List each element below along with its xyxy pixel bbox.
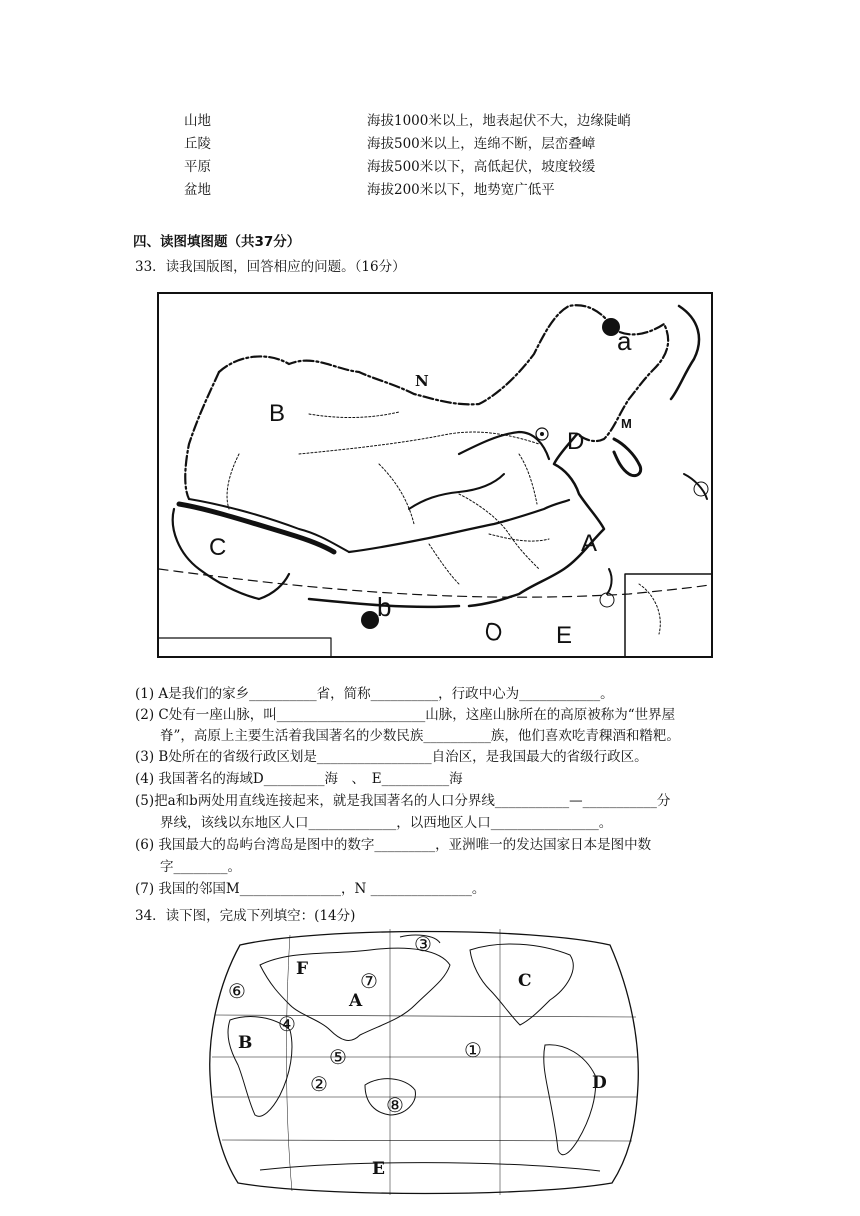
landform-desc: 海拔200米以下，地势宽广低平 — [367, 182, 555, 198]
landform-term: 丘陵 — [184, 136, 211, 152]
q33-item-5: (5)把a和b两处用直线连接起来，就是我国著名的人口分界线___________—___________分 — [135, 793, 671, 809]
landform-desc: 海拔1000米以上，地表起伏不大，边缘陡峭 — [367, 113, 631, 129]
map-label-C: C — [209, 534, 227, 561]
q33-item-6-cont: 字________。 — [160, 859, 241, 875]
q33-item-2: (2) C处有一座山脉，叫______________________山脉，这座山脉所在的高原被称为“世界屋 — [135, 707, 676, 723]
map-label-a: a — [617, 326, 632, 356]
world-label-1: ① — [464, 1038, 482, 1062]
landform-desc: 海拔500米以上，连绵不断，层峦叠嶂 — [367, 136, 596, 152]
q33-item-3: (3) B处所在的省级行政区划是_________________自治区，是我国最大的省级行政区。 — [135, 749, 648, 765]
china-map — [157, 292, 713, 658]
world-map — [200, 925, 650, 1195]
section-title: 四、读图填图题（共37分） — [133, 234, 301, 250]
world-label-D: D — [592, 1073, 607, 1093]
world-map-drawing — [200, 925, 650, 1195]
question-34-title: 34．读下图，完成下列填空：(14分) — [135, 908, 356, 924]
question-33-title: 33．读我国版图，回答相应的问题。（16分） — [135, 259, 406, 275]
q33-item-2-cont: 脊”，高原上主要生活着我国著名的少数民族__________族，他们喜欢吃青稞酒和糌粑。 — [160, 728, 680, 744]
landform-term: 平原 — [184, 159, 211, 175]
map-label-M: M — [621, 416, 632, 431]
world-label-8: ⑧ — [386, 1093, 404, 1117]
map-label-E: E — [556, 622, 573, 649]
map-label-A: A — [581, 530, 598, 557]
world-label-2: ② — [310, 1072, 328, 1096]
map-label-b: b — [377, 592, 392, 622]
world-label-4: ④ — [278, 1012, 296, 1036]
map-label-B: B — [269, 400, 286, 427]
world-label-E: E — [372, 1159, 385, 1179]
world-label-7: ⑦ — [360, 969, 378, 993]
q33-item-1: (1) A是我们的家乡__________省，简称__________，行政中心为____________。 — [135, 686, 614, 702]
world-label-C: C — [518, 971, 532, 991]
q33-item-6: (6) 我国最大的岛屿台湾岛是图中的数字_________，亚洲唯一的发达国家日本是图中数 — [135, 837, 652, 853]
world-label-3: ③ — [414, 932, 432, 956]
world-label-5: ⑤ — [329, 1045, 347, 1069]
q33-item-4: (4) 我国著名的海域D_________海 、 E__________海 — [135, 771, 463, 787]
landform-desc: 海拔500米以下，高低起伏，坡度较缓 — [367, 159, 596, 175]
map-label-N: N — [415, 372, 429, 390]
world-label-B: B — [238, 1033, 253, 1053]
q33-item-5-cont: 界线，该线以东地区人口_____________，以西地区人口________________。 — [160, 815, 613, 831]
world-label-6: ⑥ — [228, 979, 246, 1003]
q33-item-7: (7) 我国的邻国M_______________，N _______________。 — [135, 881, 486, 897]
world-label-F: F — [296, 959, 309, 979]
landform-term: 山地 — [184, 113, 211, 129]
landform-term: 盆地 — [184, 182, 211, 198]
world-label-A: A — [349, 991, 363, 1011]
map-label-D: D — [567, 428, 585, 455]
